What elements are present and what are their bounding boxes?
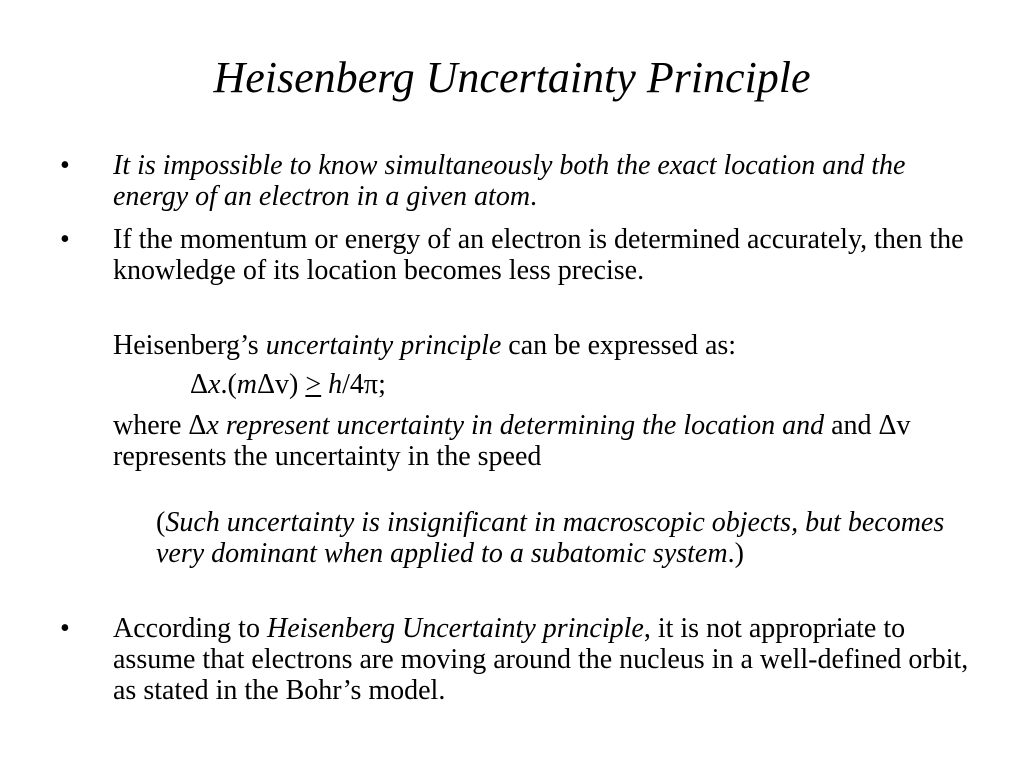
principle-intro-post: can be expressed as: bbox=[501, 330, 737, 361]
bullet-3-pre: According to bbox=[113, 613, 267, 644]
formula-delta-2: Δ bbox=[257, 369, 276, 400]
where-italic: x represent uncertainty in determining the location and bbox=[206, 410, 825, 441]
formula-v-close: v) bbox=[275, 369, 306, 400]
bullet-1-end: . bbox=[530, 181, 538, 212]
formula-ge-symbol: > bbox=[305, 369, 322, 400]
bullet-3-post: , it is not appropriate to assume that electrons are moving around the nucleus in a well-defined orbit, as stated in the Bohr’s model. bbox=[113, 613, 969, 706]
slide-title: Heisenberg Uncertainty Principle bbox=[213, 53, 811, 102]
formula-dot-paren: .( bbox=[220, 369, 237, 400]
bullet-marker-3: • bbox=[60, 613, 70, 644]
bullet-2-text: If the momentum or energy of an electron is determined accurately, then the knowledge of its location becomes less precise. bbox=[113, 224, 964, 286]
formula-rest: /4π; bbox=[342, 369, 386, 400]
bullet-3-italic: Heisenberg Uncertainty principle bbox=[266, 613, 644, 644]
note-close: .) bbox=[727, 538, 744, 569]
bullet-1-text bbox=[113, 150, 973, 212]
bullet-1-italic: It is impossible to know simultaneously both the exact location and the energy of an electron in a given atom bbox=[113, 150, 906, 212]
principle-intro-italic: uncertainty principle bbox=[265, 330, 502, 361]
formula-x: x bbox=[208, 369, 221, 400]
note-open: ( bbox=[156, 507, 166, 538]
where-post: and Δv represents the uncertainty in the speed bbox=[113, 410, 911, 472]
formula-m: m bbox=[236, 369, 258, 400]
bullet-marker-2: • bbox=[60, 224, 70, 255]
formula-delta-1: Δ bbox=[190, 369, 209, 400]
where-pre: where Δ bbox=[113, 410, 207, 441]
bullet-marker-1: • bbox=[60, 150, 70, 181]
formula-h: h bbox=[328, 369, 343, 400]
bullet-3-text bbox=[113, 613, 973, 706]
where-explanation bbox=[113, 410, 973, 472]
note-italic: Such uncertainty is insignificant in macroscopic objects, but becomes very dominant when applied to a subatomic system bbox=[156, 507, 945, 569]
uncertainty-formula bbox=[190, 369, 1024, 400]
principle-intro-pre: Heisenberg’s bbox=[113, 330, 266, 361]
principle-intro bbox=[113, 330, 973, 361]
macroscopic-note bbox=[156, 507, 956, 569]
